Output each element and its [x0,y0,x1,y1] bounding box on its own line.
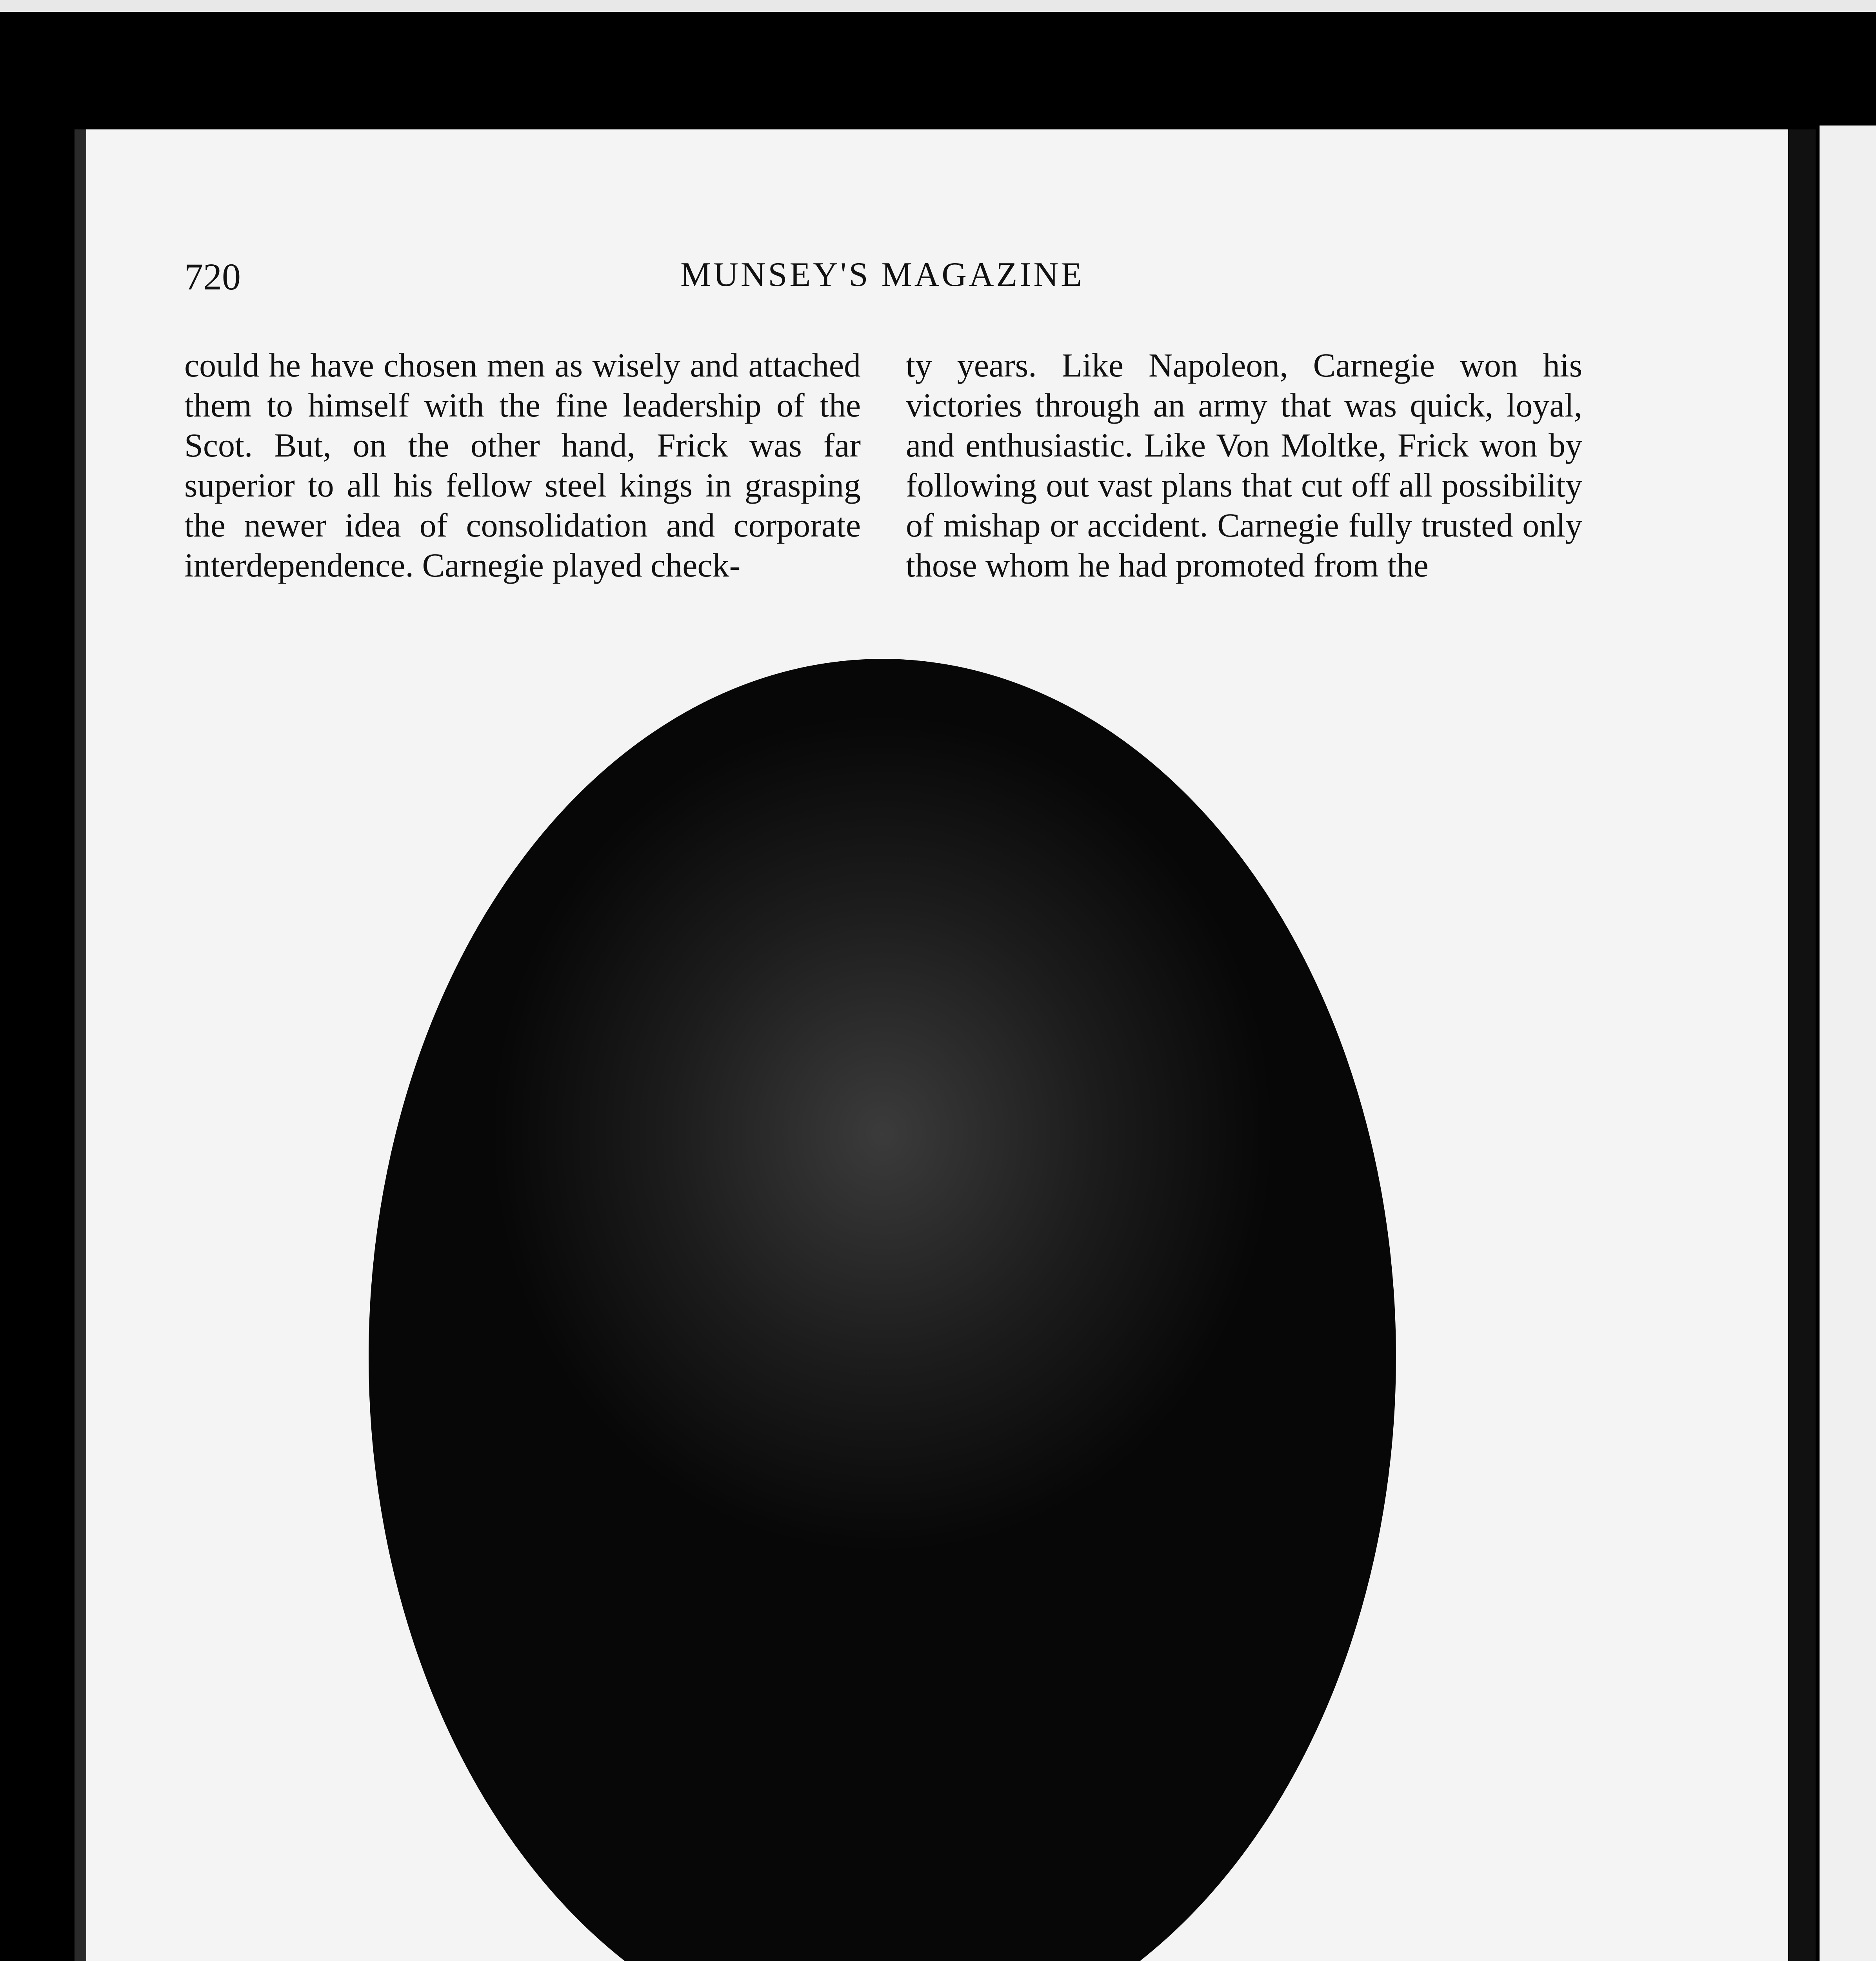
running-head: MUNSEY'S MAGAZINE [680,256,1084,294]
page-left-shadow [75,129,86,1961]
paragraph: could he have chosen men as wisely and attached them to himself with the fine leadership of the Scot. But, on the other hand, Frick was far superior to all his fellow steel kings in grasping the newer idea of consolidation and corporate interdependence. Carnegie played check- [184,346,861,584]
paragraph: ty years. Like Napoleon, Carnegie won his victories through an army that was quick, loyal, and enthusiastic. Like Von Moltke, Frick won by following out vast plans that cut off all possibility of mishap or accident. Carnegie fully trusted only those whom he had promoted from the [906,346,1582,584]
top-strip [0,0,1876,12]
next-page-edge [1820,126,1876,1961]
top-left-column [184,345,861,585]
page-number: 720 [184,256,241,298]
book-spine-gutter [1788,129,1816,1961]
top-right-column [906,345,1582,585]
page-header [184,255,1580,302]
